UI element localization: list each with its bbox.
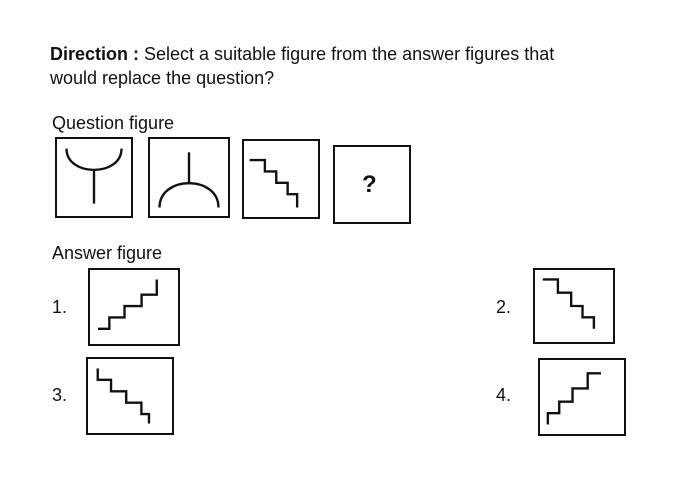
direction-text <box>50 42 570 90</box>
staircase-descending-icon <box>244 141 318 217</box>
arch-with-stem-up-icon <box>150 139 228 216</box>
option-4-number: 4. <box>496 385 512 405</box>
direction-body: Select a suitable figure from the answer figures that would replace the question? <box>50 44 555 88</box>
staircase-descending-icon <box>535 270 613 342</box>
question-figure-3 <box>242 139 320 219</box>
question-mark-icon: ? <box>362 171 377 198</box>
staircase-descending-wide-icon <box>88 359 172 433</box>
direction-title: Direction <box>50 44 129 64</box>
question-figure-2 <box>148 137 230 218</box>
staircase-ascending-icon <box>90 270 178 344</box>
u-curve-with-stem-down-icon <box>57 139 131 216</box>
direction-separator: : <box>128 44 145 64</box>
staircase-ascending-small-icon <box>540 360 624 434</box>
question-figure-1 <box>55 137 133 218</box>
option-1-number: 1. <box>52 297 68 317</box>
option-2-number: 2. <box>496 297 512 317</box>
option-1-figure[interactable] <box>88 268 180 346</box>
question-figure-4 <box>333 145 411 224</box>
answer-figure-label: Answer figure <box>52 243 163 263</box>
option-2-figure[interactable] <box>533 268 615 344</box>
option-4-figure[interactable] <box>538 358 626 436</box>
option-3-figure[interactable] <box>86 357 174 435</box>
question-figure-label: Question figure <box>52 113 175 133</box>
option-3-number: 3. <box>52 385 68 405</box>
